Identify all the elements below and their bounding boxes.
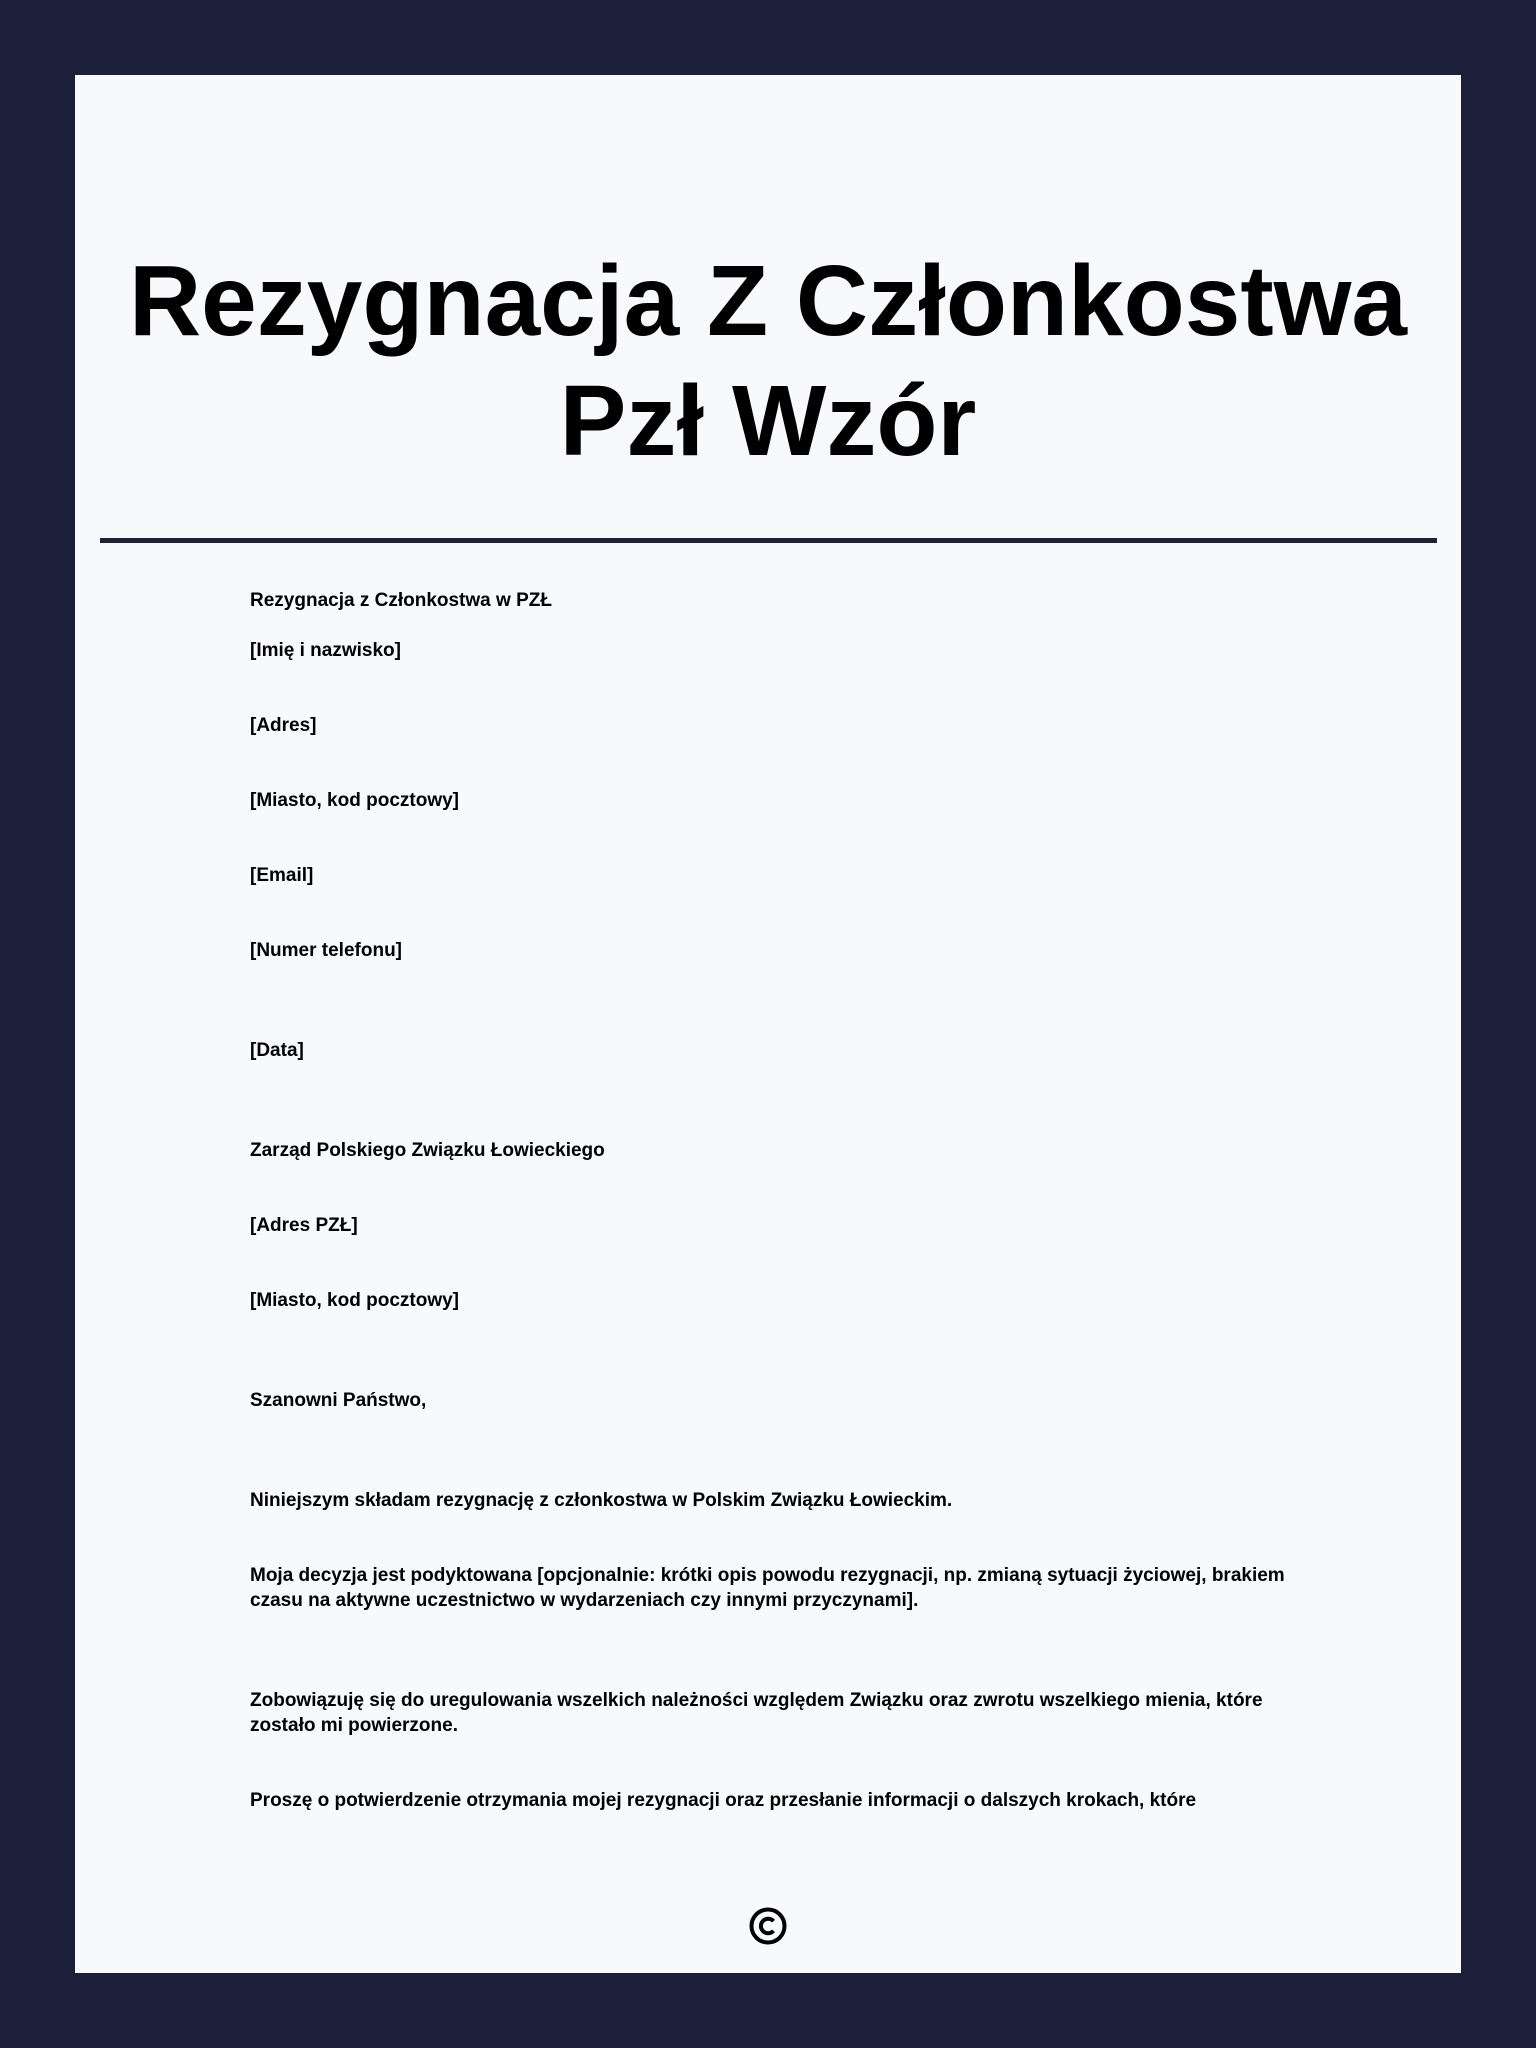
salutation: Szanowni Państwo, <box>250 1390 427 1411</box>
page-title-line-2: Pzł Wzór <box>559 365 977 477</box>
sender-phone: [Numer telefonu] <box>250 940 402 961</box>
sender-name: [Imię i nazwisko] <box>250 640 401 661</box>
paragraph-obligations: Zobowiązuję się do uregulowania wszelkich należności względem Związku oraz zwrotu wszelkiego mienia, które zostało mi powierzone. <box>250 1690 1263 1736</box>
sender-city-postcode: [Miasto, kod pocztowy] <box>250 790 459 811</box>
paragraph-reason: Moja decyzja jest podyktowana [opcjonalnie: krótki opis powodu rezygnacji, np. zmianą sytuacji życiowej, brakiem czasu na aktywne uczestnictwo w wydarzeniach czy innymi przyczynami]. <box>250 1565 1285 1611</box>
recipient-name: Zarząd Polskiego Związku Łowieckiego <box>250 1140 605 1161</box>
letter-heading: Rezygnacja z Członkostwa w PZŁ <box>250 590 552 611</box>
sender-email: [Email] <box>250 865 314 886</box>
page-title <box>75 241 1461 481</box>
paragraph-confirmation-request: Proszę o potwierdzenie otrzymania mojej rezygnacji oraz przesłanie informacji o dalszych krokach, które <box>250 1790 1197 1811</box>
page-title-line-1: Rezygnacja Z Członkostwa <box>128 245 1408 357</box>
footer <box>75 1907 1461 1950</box>
recipient-address: [Adres PZŁ] <box>250 1215 358 1236</box>
document-page <box>75 75 1461 1973</box>
letter-date: [Data] <box>250 1040 304 1061</box>
title-divider <box>100 538 1437 543</box>
paragraph-resignation: Niniejszym składam rezygnację z członkostwa w Polskim Związku Łowieckim. <box>250 1490 953 1511</box>
letter-body <box>250 588 1290 1813</box>
sender-address: [Adres] <box>250 715 317 736</box>
copyright-icon <box>749 1903 787 1956</box>
recipient-city-postcode: [Miasto, kod pocztowy] <box>250 1290 459 1311</box>
